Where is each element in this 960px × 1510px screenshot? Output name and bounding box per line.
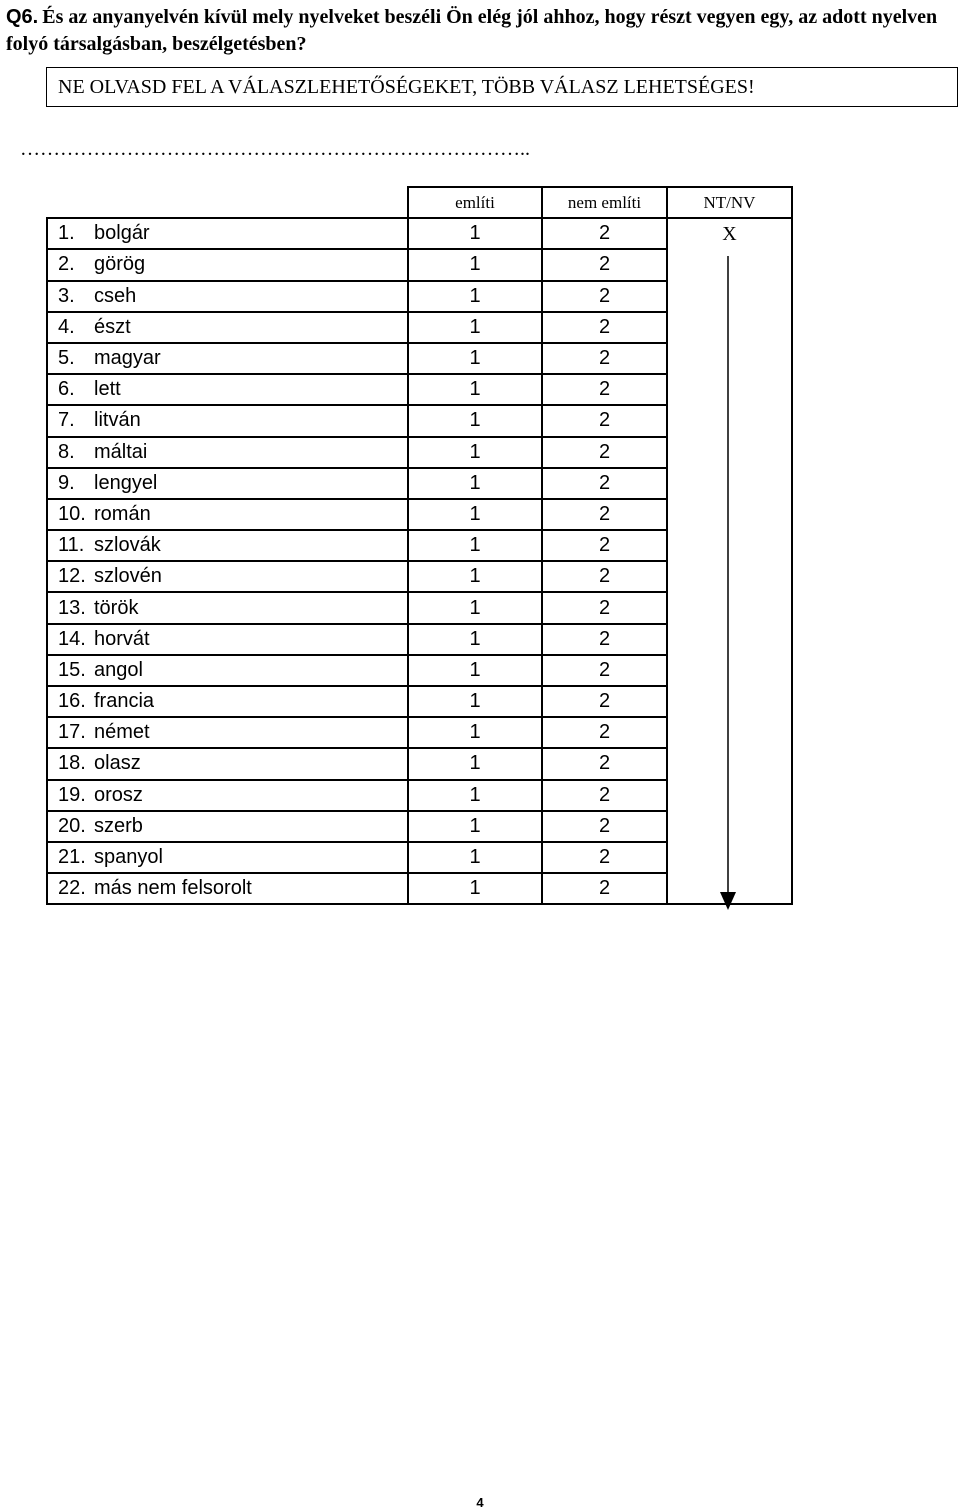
language-number: 21. — [58, 846, 86, 869]
language-name: más nem felsorolt — [94, 877, 252, 900]
code-nt-nv[interactable]: X — [667, 218, 792, 249]
code-mentions[interactable]: 1 — [408, 468, 542, 499]
code-not-mentions[interactable]: 2 — [542, 343, 667, 374]
language-number: 17. — [58, 721, 86, 744]
language-name: szlovák — [94, 534, 161, 557]
language-name: litván — [94, 409, 141, 432]
header-mentions: említi — [408, 187, 542, 218]
code-mentions[interactable]: 1 — [408, 437, 542, 468]
language-number: 3. — [58, 284, 75, 307]
code-mentions[interactable]: 1 — [408, 499, 542, 530]
code-mentions[interactable]: 1 — [408, 717, 542, 748]
code-mentions[interactable]: 1 — [408, 748, 542, 779]
language-number: 1. — [58, 222, 75, 245]
code-mentions[interactable]: 1 — [408, 405, 542, 436]
code-mentions[interactable]: 1 — [408, 249, 542, 280]
language-number: 5. — [58, 347, 75, 370]
language-number: 4. — [58, 315, 75, 338]
question-body: És az anyanyelvén kívül mely nyelveket beszéli Ön elég jól ahhoz, hogy részt vegyen egy, az adott nyelven folyó társalgásban, beszélgetésben? — [6, 6, 938, 55]
language-number: 15. — [58, 658, 86, 681]
header-not-mentions: nem említi — [542, 187, 667, 218]
language-name: máltai — [94, 440, 148, 463]
code-not-mentions[interactable]: 2 — [542, 561, 667, 592]
code-mentions[interactable]: 1 — [408, 655, 542, 686]
code-mentions[interactable]: 1 — [408, 842, 542, 873]
code-mentions[interactable]: 1 — [408, 624, 542, 655]
code-not-mentions[interactable]: 2 — [542, 218, 667, 249]
language-name: szlovén — [94, 565, 162, 588]
code-mentions[interactable]: 1 — [408, 811, 542, 842]
code-not-mentions[interactable]: 2 — [542, 530, 667, 561]
code-mentions[interactable]: 1 — [408, 218, 542, 249]
language-name: francia — [94, 690, 155, 713]
code-not-mentions[interactable]: 2 — [542, 686, 667, 717]
language-name: szerb — [94, 814, 143, 837]
code-not-mentions[interactable]: 2 — [542, 624, 667, 655]
code-mentions[interactable]: 1 — [408, 686, 542, 717]
page-number: 4 — [476, 1495, 484, 1510]
language-name: spanyol — [94, 846, 163, 869]
open-answer-line: ………………………………………………………………….. — [20, 138, 530, 160]
code-not-mentions[interactable]: 2 — [542, 281, 667, 312]
code-not-mentions[interactable]: 2 — [542, 655, 667, 686]
code-mentions[interactable]: 1 — [408, 873, 542, 904]
code-not-mentions[interactable]: 2 — [542, 405, 667, 436]
language-number: 14. — [58, 627, 86, 650]
language-name: cseh — [94, 284, 137, 307]
language-number: 10. — [58, 502, 86, 525]
language-name: orosz — [94, 783, 143, 806]
code-mentions[interactable]: 1 — [408, 530, 542, 561]
language-name: olasz — [94, 752, 141, 775]
language-name: bolgár — [94, 222, 150, 245]
code-not-mentions[interactable]: 2 — [542, 748, 667, 779]
code-not-mentions[interactable]: 2 — [542, 811, 667, 842]
language-number: 16. — [58, 690, 86, 713]
code-mentions[interactable]: 1 — [408, 343, 542, 374]
language-number: 2. — [58, 253, 75, 276]
header-nt-nv: NT/NV — [667, 187, 792, 218]
language-name: lett — [94, 378, 121, 401]
code-not-mentions[interactable]: 2 — [542, 312, 667, 343]
language-name: török — [94, 596, 139, 619]
language-number: 11. — [58, 534, 85, 557]
code-not-mentions[interactable]: 2 — [542, 437, 667, 468]
code-not-mentions[interactable]: 2 — [542, 468, 667, 499]
code-mentions[interactable]: 1 — [408, 312, 542, 343]
language-name: horvát — [94, 627, 150, 650]
code-mentions[interactable]: 1 — [408, 780, 542, 811]
language-name: görög — [94, 253, 146, 276]
code-not-mentions[interactable]: 2 — [542, 249, 667, 280]
code-mentions[interactable]: 1 — [408, 561, 542, 592]
language-name: angol — [94, 658, 143, 681]
code-not-mentions[interactable]: 2 — [542, 592, 667, 623]
code-not-mentions[interactable]: 2 — [542, 374, 667, 405]
language-name: magyar — [94, 347, 161, 370]
code-mentions[interactable]: 1 — [408, 281, 542, 312]
language-number: 12. — [58, 565, 86, 588]
instruction-text: NE OLVASD FEL A VÁLASZLEHETŐSÉGEKET, TÖBB VÁLASZ LEHETSÉGES! — [58, 76, 755, 98]
language-number: 8. — [58, 440, 75, 463]
language-number: 22. — [58, 877, 86, 900]
code-not-mentions[interactable]: 2 — [542, 499, 667, 530]
language-number: 19. — [58, 783, 86, 806]
language-number: 20. — [58, 814, 86, 837]
language-number: 13. — [58, 596, 86, 619]
code-not-mentions[interactable]: 2 — [542, 780, 667, 811]
language-number: 18. — [58, 752, 86, 775]
language-number: 7. — [58, 409, 75, 432]
code-not-mentions[interactable]: 2 — [542, 873, 667, 904]
language-name: lengyel — [94, 471, 158, 494]
code-not-mentions[interactable]: 2 — [542, 717, 667, 748]
language-name: német — [94, 721, 150, 744]
question-id: Q6. — [6, 6, 39, 28]
code-mentions[interactable]: 1 — [408, 592, 542, 623]
code-mentions[interactable]: 1 — [408, 374, 542, 405]
language-number: 6. — [58, 378, 75, 401]
language-name: román — [94, 502, 151, 525]
language-number: 9. — [58, 471, 75, 494]
language-name: észt — [94, 315, 131, 338]
code-not-mentions[interactable]: 2 — [542, 842, 667, 873]
